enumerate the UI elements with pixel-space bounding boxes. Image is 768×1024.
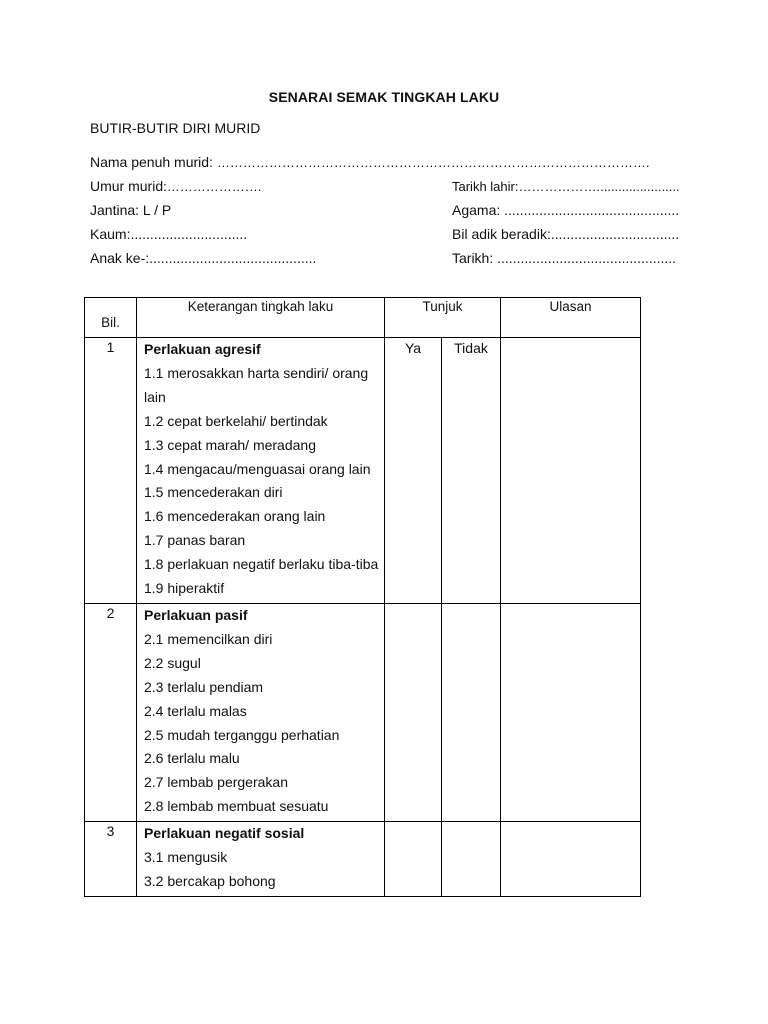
field-blank: :…………………. [163, 179, 262, 194]
header-keterangan: Keterangan tingkah laku [137, 298, 385, 338]
behavior-item: 1.5 mencederakan diri [144, 484, 283, 501]
row-number: 2 [85, 603, 137, 821]
field-jantina[interactable]: Jantina: L / P [90, 202, 172, 218]
behavior-category: Perlakuan agresif [144, 341, 261, 357]
behavior-item: 1.6 mencederakan orang lain [144, 508, 326, 525]
behavior-item: 2.6 terlalu malu [144, 750, 240, 767]
behavior-item: 1.9 hiperaktif [144, 580, 225, 597]
field-tarikh-lahir[interactable] [452, 178, 680, 194]
field-blank: ………………………………………………………………………………………. [216, 155, 650, 170]
tidak-checkbox-cell[interactable] [442, 603, 501, 821]
behavior-item: 2.8 lembab membuat sesuatu [144, 798, 329, 815]
document-title: SENARAI SEMAK TINGKAH LAKU [268, 89, 500, 105]
header-tunjuk: Tunjuk [385, 298, 501, 338]
field-umur[interactable] [90, 178, 261, 194]
field-anak-ke[interactable]: Anak ke-:........................................... [90, 250, 317, 266]
behavior-item: 1.1 merosakkan harta sendiri/ orang [144, 364, 369, 381]
ya-checkbox-cell[interactable] [385, 338, 442, 604]
behavior-item: 3.2 bercakap bohong [144, 872, 276, 889]
ya-checkbox-cell[interactable] [385, 822, 442, 897]
ulasan-cell[interactable] [501, 603, 641, 821]
behavior-description-cell [137, 822, 385, 897]
field-tarikh[interactable]: Tarikh: .............................................. [452, 250, 677, 266]
field-label: Umur murid [90, 178, 164, 194]
row-number: 3 [85, 822, 137, 897]
behavior-item: 2.2 sugul [144, 654, 201, 671]
behavior-item: 2.4 terlalu malas [144, 702, 247, 719]
behavior-item: 1.7 panas baran [144, 532, 246, 549]
field-kaum[interactable]: Kaum:.............................. [90, 226, 248, 242]
behavior-category: Perlakuan pasif [144, 606, 248, 623]
table-row [85, 822, 641, 897]
behavior-category: Perlakuan negatif sosial [144, 825, 305, 842]
ulasan-cell[interactable] [501, 822, 641, 897]
behavior-description-cell [137, 338, 385, 604]
header-ulasan: Ulasan [501, 298, 641, 338]
ya-label: Ya [404, 340, 422, 356]
field-bil-adik-beradik[interactable]: Bil adik beradik:................................. [452, 226, 680, 242]
behavior-item: 2.3 terlalu pendiam [144, 678, 264, 695]
behavior-item: 1.4 mengacau/menguasai orang lain [144, 460, 371, 477]
behavior-item: 2.1 memencilkan diri [144, 630, 273, 647]
field-agama[interactable]: Agama: ............................................. [452, 202, 680, 218]
behavior-checklist-table [84, 297, 641, 897]
table-row [85, 603, 641, 821]
behavior-item: lain [144, 388, 166, 405]
behavior-description-cell [137, 603, 385, 821]
tidak-checkbox-cell[interactable] [442, 338, 501, 604]
section-heading: BUTIR-BUTIR DIRI MURID [90, 120, 261, 136]
ulasan-cell[interactable] [501, 338, 641, 604]
tidak-label: Tidak [454, 340, 488, 356]
behavior-item: 1.3 cepat marah/ meradang [144, 436, 316, 453]
field-blank: :………………....................... [514, 179, 680, 194]
behavior-item: 2.5 mudah terganggu perhatian [144, 726, 340, 743]
behavior-item: 1.8 perlakuan negatif berlaku tiba-tiba [144, 556, 379, 573]
row-number: 1 [85, 338, 137, 604]
ya-checkbox-cell[interactable] [385, 603, 442, 821]
header-bil: Bil. [85, 298, 137, 338]
behavior-item: 3.1 mengusik [144, 849, 228, 866]
field-nama-penuh[interactable] [90, 154, 649, 170]
table-row [85, 338, 641, 604]
table-header-row [85, 298, 641, 338]
tidak-checkbox-cell[interactable] [442, 822, 501, 897]
behavior-item: 2.7 lembab pergerakan [144, 774, 288, 791]
behavior-item: 1.2 cepat berkelahi/ bertindak [144, 412, 328, 429]
field-label: Tarikh lahir [452, 179, 515, 194]
field-label: Nama penuh murid: [90, 154, 213, 170]
